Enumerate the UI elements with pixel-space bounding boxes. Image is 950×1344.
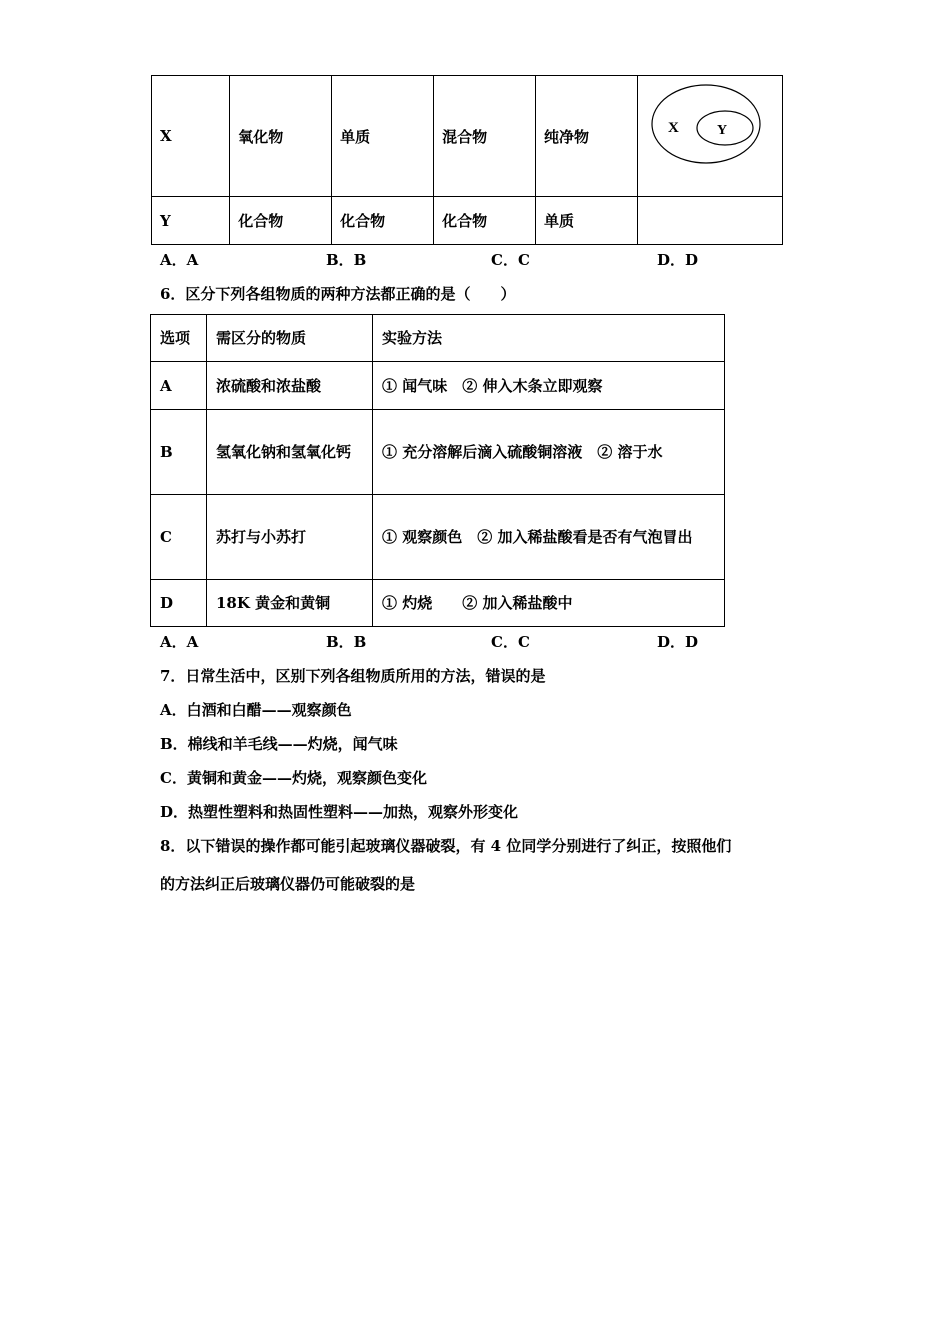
row-substances: 18K 黄金和黄铜 bbox=[207, 580, 373, 627]
option-c: C．C bbox=[491, 251, 530, 269]
q6-stem: 6．区分下列各组物质的两种方法都正确的是（ ） bbox=[160, 285, 516, 303]
q5-table bbox=[151, 75, 783, 245]
q6-header-row bbox=[151, 315, 725, 362]
q5-cell: 纯净物 bbox=[536, 76, 638, 197]
option-a: A．A bbox=[160, 633, 199, 651]
header-option: 选项 bbox=[151, 315, 207, 362]
q5-cell: 化合物 bbox=[332, 197, 434, 245]
q5-cell: 化合物 bbox=[230, 197, 332, 245]
option-d: D．D bbox=[657, 251, 699, 269]
q5-cell: 氧化物 bbox=[230, 76, 332, 197]
row-method: ① 观察颜色 ② 加入稀盐酸看是否有气泡冒出 bbox=[373, 495, 725, 580]
venn-label-x: X bbox=[667, 120, 679, 136]
venn-diagram bbox=[638, 76, 782, 196]
q5-cell: 混合物 bbox=[434, 76, 536, 197]
row-label-y: Y bbox=[152, 197, 230, 245]
q6-row-b bbox=[151, 410, 725, 495]
header-method: 实验方法 bbox=[373, 315, 725, 362]
row-option: B bbox=[151, 410, 207, 495]
option-c: C．C bbox=[491, 633, 530, 651]
q5-cell-empty bbox=[637, 197, 782, 245]
q5-cell: 单质 bbox=[536, 197, 638, 245]
q7-choice-a: A．白酒和白醋——观察颜色 bbox=[160, 701, 352, 719]
q6-row-a bbox=[151, 362, 725, 410]
venn-label-y: Y bbox=[716, 123, 728, 138]
row-substances: 苏打与小苏打 bbox=[207, 495, 373, 580]
row-substances: 氢氧化钠和氢氧化钙 bbox=[207, 410, 373, 495]
q8-stem-line2: 的方法纠正后玻璃仪器仍可能破裂的是 bbox=[160, 875, 416, 893]
q7-stem: 7．日常生活中，区别下列各组物质所用的方法，错误的是 bbox=[160, 667, 546, 685]
q6-table bbox=[150, 314, 725, 627]
row-substances: 浓硫酸和浓盐酸 bbox=[207, 362, 373, 410]
q6-row-d bbox=[151, 580, 725, 627]
q6-row-c bbox=[151, 495, 725, 580]
q7-choice-d: D．热塑性塑料和热固性塑料——加热，观察外形变化 bbox=[160, 803, 519, 821]
row-method: ① 闻气味 ② 伸入木条立即观察 bbox=[373, 362, 725, 410]
q8-stem-line1: 8．以下错误的操作都可能引起玻璃仪器破裂，有 4 位同学分别进行了纠正，按照他们 bbox=[160, 837, 732, 855]
q5-row-x bbox=[152, 76, 783, 197]
option-a: A．A bbox=[160, 251, 199, 269]
row-label-x: X bbox=[152, 76, 230, 197]
row-option: A bbox=[151, 362, 207, 410]
q7-choice-c: C．黄铜和黄金——灼烧，观察颜色变化 bbox=[160, 769, 427, 787]
option-b: B．B bbox=[326, 633, 367, 651]
option-b: B．B bbox=[326, 251, 367, 269]
option-d: D．D bbox=[657, 633, 699, 651]
row-option: C bbox=[151, 495, 207, 580]
q5-cell: 化合物 bbox=[434, 197, 536, 245]
q5-row-y bbox=[152, 197, 783, 245]
venn-diagram-cell bbox=[637, 76, 782, 197]
row-option: D bbox=[151, 580, 207, 627]
header-substances: 需区分的物质 bbox=[207, 315, 373, 362]
row-method: ① 灼烧 ② 加入稀盐酸中 bbox=[373, 580, 725, 627]
q5-cell: 单质 bbox=[332, 76, 434, 197]
row-method: ① 充分溶解后滴入硫酸铜溶液 ② 溶于水 bbox=[373, 410, 725, 495]
q7-choice-b: B．棉线和羊毛线——灼烧，闻气味 bbox=[160, 735, 398, 753]
